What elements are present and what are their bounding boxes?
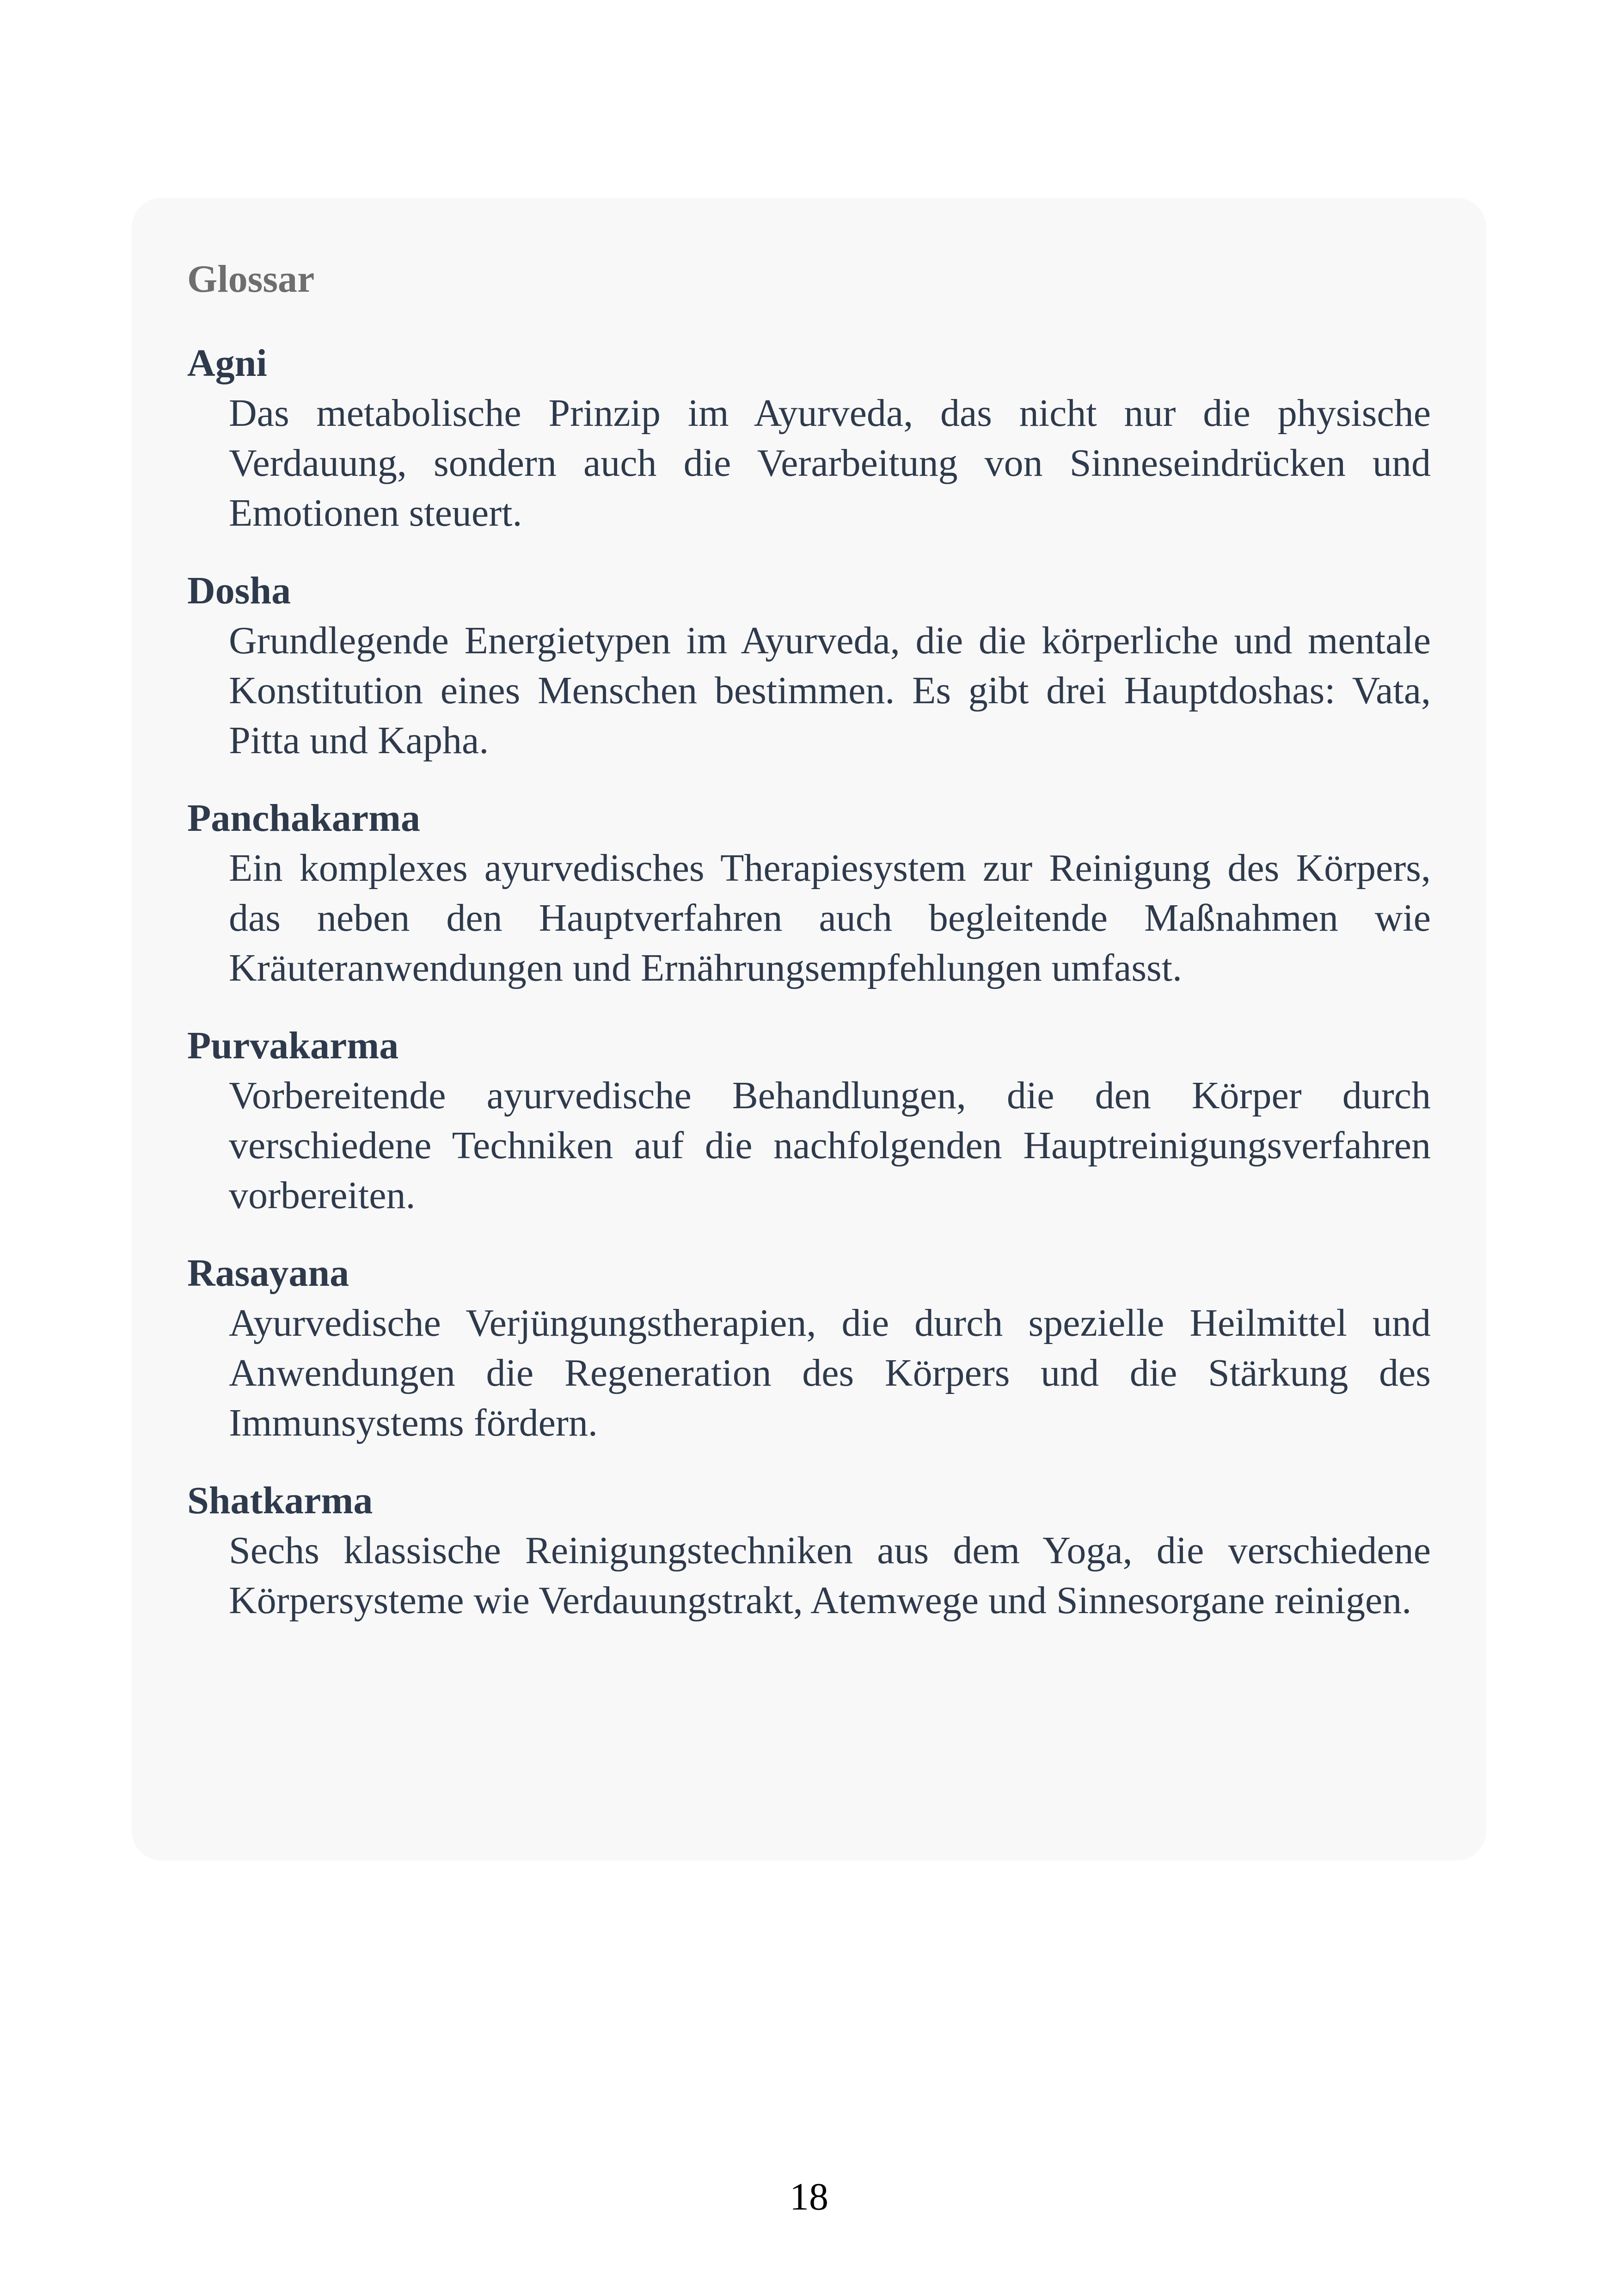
glossary-definition: Sechs klassische Reinigungstechniken aus dem Yoga, die verschiedene Körpersysteme wie Verdauungstrakt, Atemwege und Sinnesorgane reinigen.: [229, 1529, 1431, 1622]
glossary-entry-shatkarma: [187, 1476, 1431, 1626]
glossary-definition: Ein komplexes ayurvedisches Therapiesystem zur Reinigung des Körpers, das neben den Hauptverfahren auch begleitende Maßnahmen wie Kräuteranwendungen und Ernährungsempfehlungen umfasst.: [229, 847, 1431, 989]
glossary-entry-agni: [187, 338, 1431, 538]
page-number: 18: [790, 2175, 828, 2218]
glossary-entry-rasayana: [187, 1248, 1431, 1448]
glossary-definition: Vorbereitende ayurvedische Behandlungen, die den Körper durch verschiedene Techniken auf die nachfolgenden Hauptreinigungsverfahren vorbereiten.: [229, 1074, 1431, 1217]
glossary-term: Shatkarma: [187, 1479, 373, 1522]
glossary-term: Panchakarma: [187, 797, 420, 840]
glossary-entry-panchakarma: [187, 793, 1431, 993]
glossary-entry-dosha: [187, 566, 1431, 766]
glossary-definition: Ayurvedische Verjüngungstherapien, die durch spezielle Heilmittel und Anwendungen die Regeneration des Körpers und die Stärkung des Immunsystems fördern.: [229, 1301, 1431, 1444]
glossary-term: Dosha: [187, 569, 291, 612]
glossary-term: Purvakarma: [187, 1024, 399, 1067]
glossary-title: Glossar: [187, 258, 315, 301]
glossary-box: [132, 198, 1486, 1860]
glossary-definition: Das metabolische Prinzip im Ayurveda, das nicht nur die physische Verdauung, sondern auch die Verarbeitung von Sinneseindrücken und Emotionen steuert.: [229, 392, 1431, 534]
glossary-entry-purvakarma: [187, 1021, 1431, 1221]
glossary-definition: Grundlegende Energietypen im Ayurveda, die die körperliche und mentale Konstitution eines Menschen bestimmen. Es gibt drei Hauptdoshas: Vata, Pitta und Kapha.: [229, 619, 1431, 762]
glossary-term: Agni: [187, 342, 267, 385]
glossary-term: Rasayana: [187, 1252, 349, 1295]
